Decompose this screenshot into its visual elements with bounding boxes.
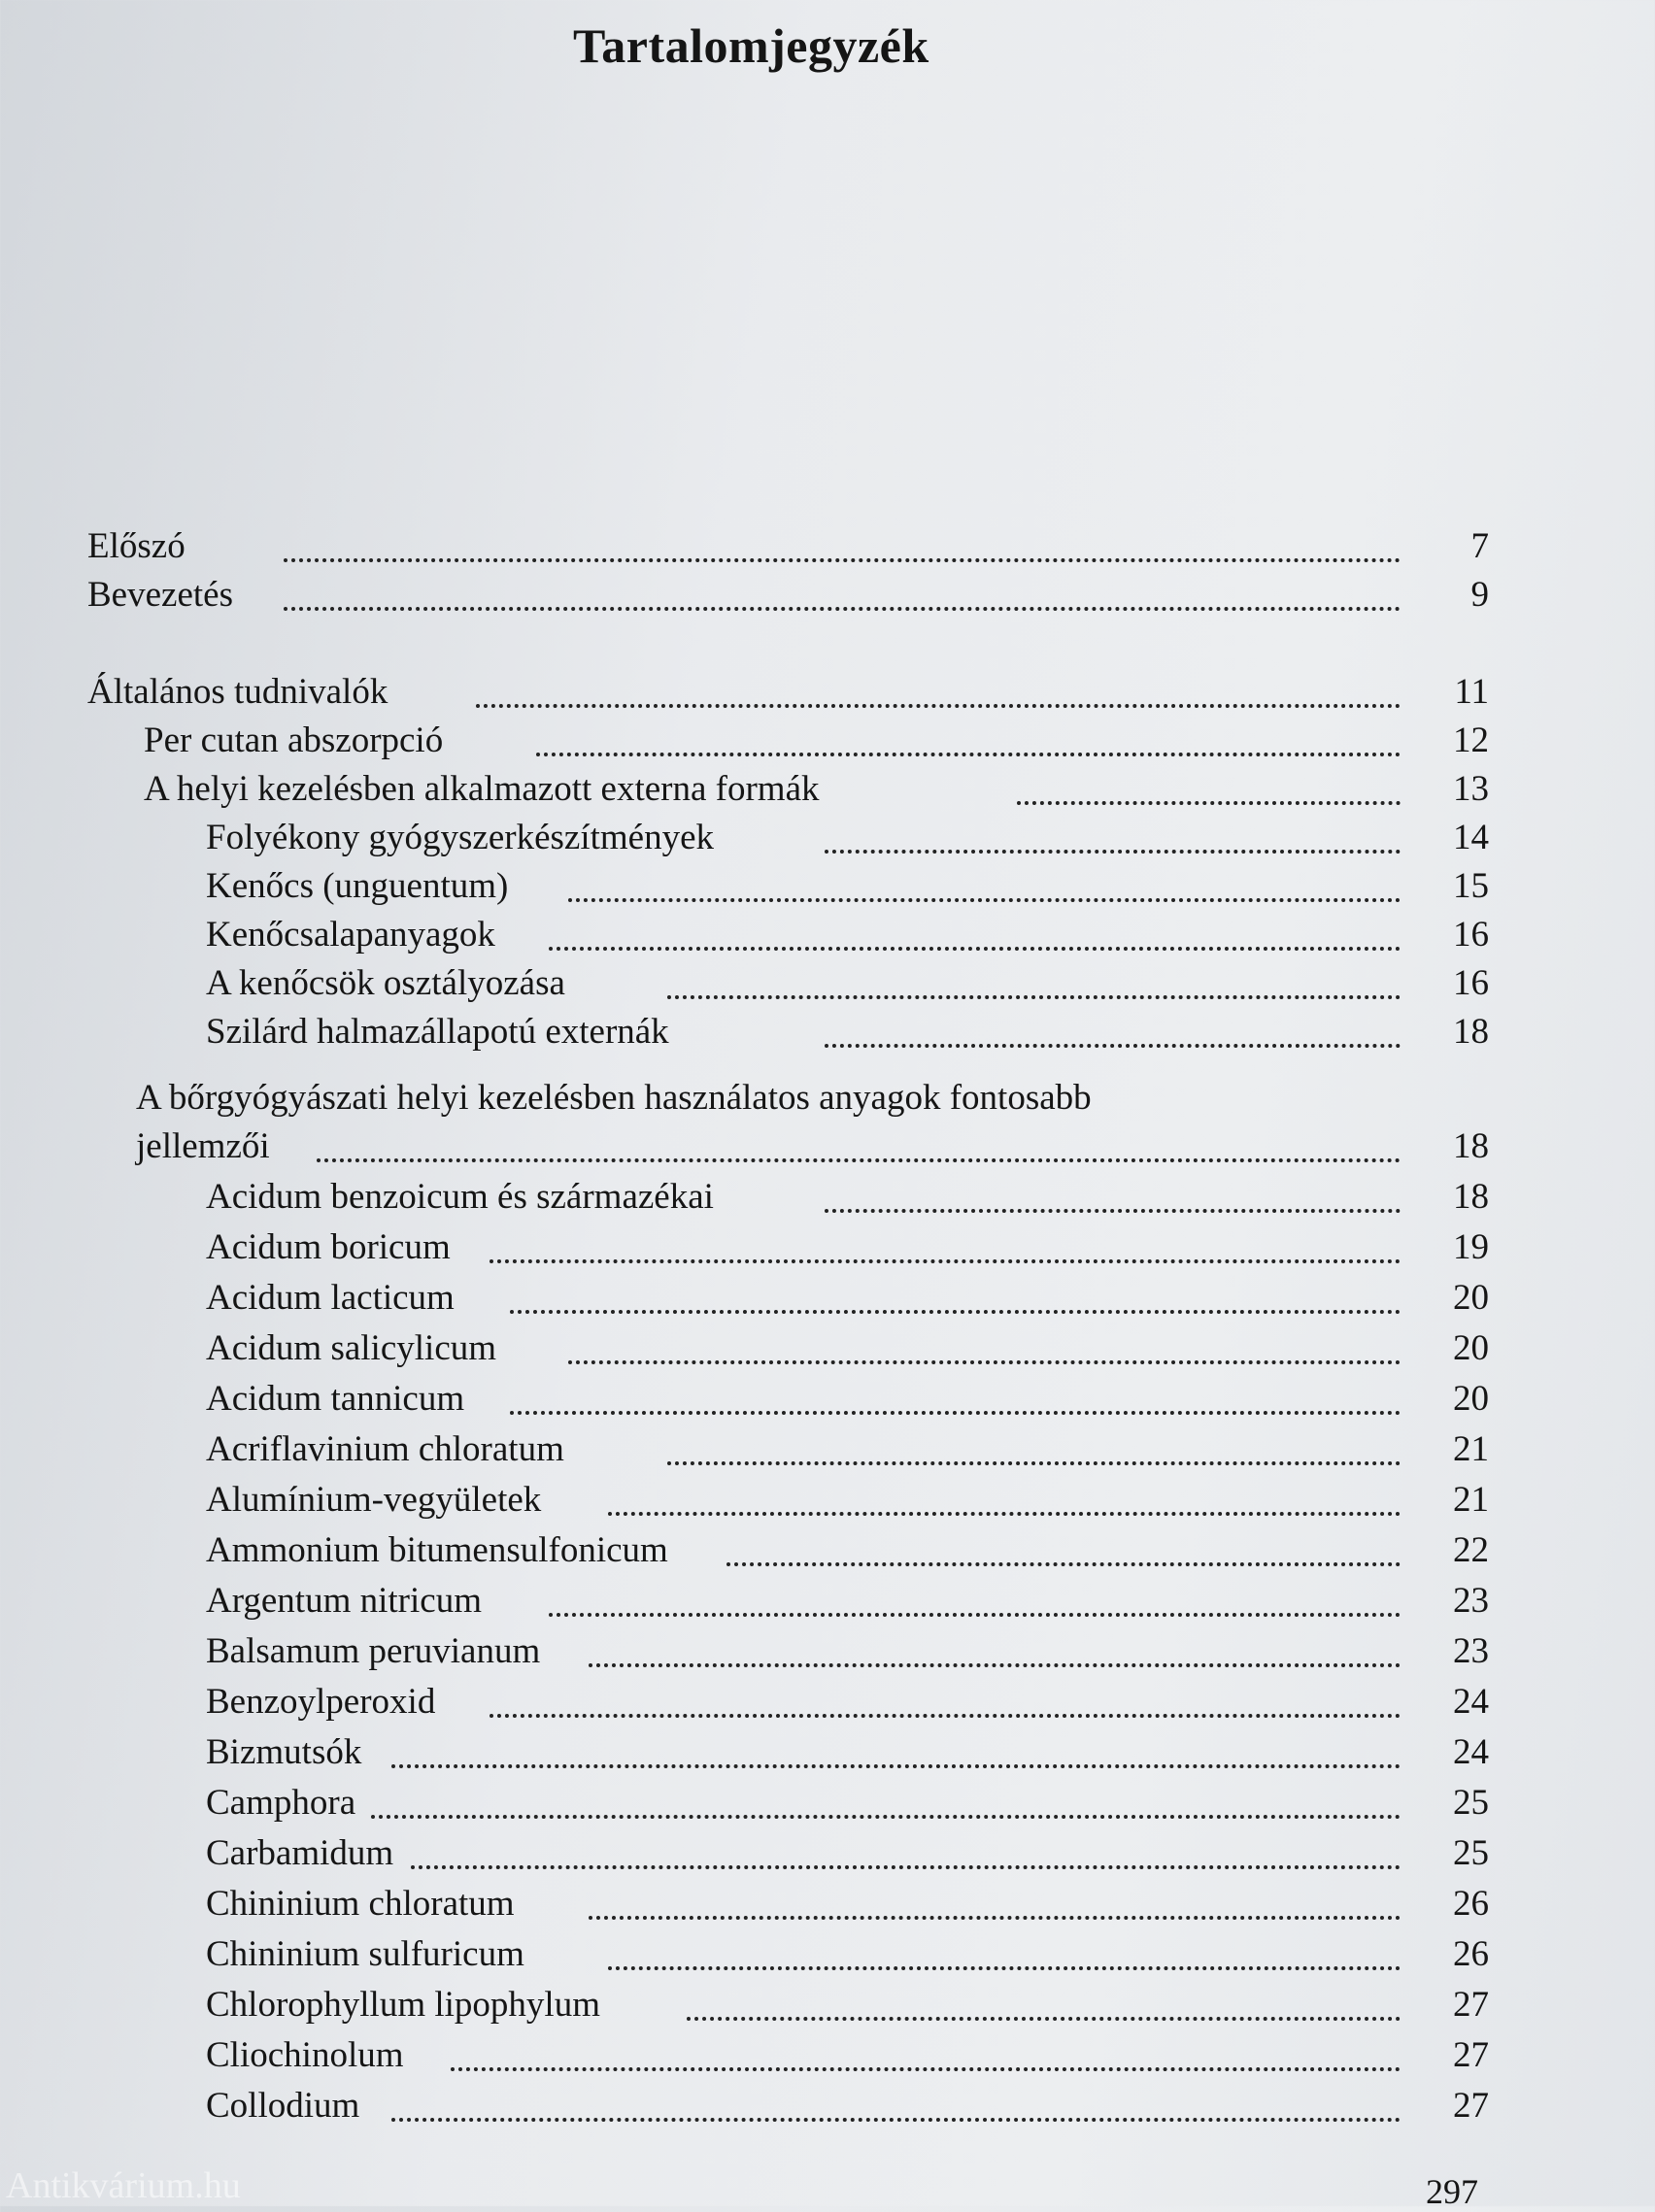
dot-leader <box>667 995 1401 999</box>
toc-entry-page: 23 <box>1453 1631 1489 1671</box>
toc-entry <box>0 1120 1655 1168</box>
toc-entry-page: 14 <box>1453 818 1489 857</box>
toc-entry-page: 19 <box>1453 1227 1489 1267</box>
toc-entry <box>0 1877 1655 1926</box>
toc-entry-label: A helyi kezelésben alkalmazott externa formák <box>144 769 820 809</box>
dot-leader <box>476 704 1401 708</box>
dot-leader <box>536 753 1401 756</box>
toc-entry-label: Balsamum peruvianum <box>206 1631 541 1671</box>
toc-entry-page: 7 <box>1470 526 1489 566</box>
toc-entry <box>0 714 1655 762</box>
toc-entry <box>0 908 1655 956</box>
dot-leader <box>589 1916 1401 1920</box>
dot-leader <box>568 1360 1401 1364</box>
toc-entry-label: Előszó <box>87 526 186 566</box>
toc-entry-page: 13 <box>1453 769 1489 809</box>
toc-entry <box>0 665 1655 714</box>
toc-entry <box>0 1524 1655 1572</box>
toc-entry <box>0 1221 1655 1269</box>
toc-entry <box>0 2028 1655 2077</box>
toc-entry <box>0 568 1655 617</box>
toc-entry <box>0 956 1655 1005</box>
toc-entry-page: 16 <box>1453 963 1489 1003</box>
toc-entry-page: 21 <box>1453 1429 1489 1469</box>
toc-entry-page: 26 <box>1453 1884 1489 1924</box>
toc-entry <box>0 1170 1655 1219</box>
toc-entry-label: Szilárd halmazállapotú externák <box>206 1012 669 1052</box>
dot-leader <box>667 1461 1401 1465</box>
toc-entry-page: 26 <box>1453 1934 1489 1974</box>
toc-entry-label: Argentum nitricum <box>206 1581 482 1621</box>
toc-entry-label: Kenőcsalapanyagok <box>206 915 495 955</box>
toc-entry-label: jellemzői <box>136 1126 270 1166</box>
toc-entry-label: Folyékony gyógyszerkészítmények <box>206 818 715 857</box>
toc-entry <box>0 1071 1655 1120</box>
dot-leader <box>687 2017 1401 2021</box>
toc-entry <box>0 1473 1655 1522</box>
toc-entry-page: 20 <box>1453 1328 1489 1368</box>
toc-entry-page: 18 <box>1453 1012 1489 1052</box>
toc-entry-label: Carbamidum <box>206 1833 394 1873</box>
toc-entry <box>0 1574 1655 1623</box>
toc-entry <box>0 811 1655 859</box>
dot-leader <box>825 1209 1401 1213</box>
toc-entry-label: Chininium chloratum <box>206 1884 515 1924</box>
dot-leader <box>451 2067 1401 2071</box>
toc-entry-label: Kenőcs (unguentum) <box>206 866 509 906</box>
toc-entry-page: 18 <box>1453 1126 1489 1166</box>
toc-entry-page: 16 <box>1453 915 1489 955</box>
dot-leader <box>317 1158 1401 1162</box>
dot-leader <box>284 607 1401 611</box>
dot-leader <box>549 1613 1401 1617</box>
dot-leader <box>608 1966 1401 1970</box>
dot-leader <box>391 2118 1401 2122</box>
toc-entry <box>0 1322 1655 1370</box>
dot-leader <box>1017 801 1401 805</box>
watermark: Antikvárium.hu <box>6 2165 241 2206</box>
toc-entry <box>0 2079 1655 2128</box>
toc-entry-page: 23 <box>1453 1581 1489 1621</box>
toc-entry-label: Cliochinolum <box>206 2035 404 2075</box>
toc-entry <box>0 1625 1655 1673</box>
toc-entry-page: 20 <box>1453 1379 1489 1419</box>
toc-entry-label: Camphora <box>206 1783 356 1823</box>
dot-leader <box>510 1411 1402 1415</box>
dot-leader <box>825 850 1401 854</box>
dot-leader <box>825 1044 1401 1048</box>
page-title: Tartalomjegyzék <box>573 18 929 73</box>
toc-entry-page: 9 <box>1470 575 1489 615</box>
toc-entry-label: Általános tudnivalók <box>87 672 388 712</box>
toc-entry-label: Acidum benzoicum és származékai <box>206 1177 714 1217</box>
toc-entry-page: 21 <box>1453 1480 1489 1520</box>
toc-entry-page: 22 <box>1453 1530 1489 1570</box>
page-number: 297 <box>1426 2172 1478 2211</box>
dot-leader <box>608 1512 1401 1516</box>
toc-entry-label: Acriflavinium chloratum <box>206 1429 564 1469</box>
toc-entry-label: Acidum boricum <box>206 1227 451 1267</box>
toc-entry <box>0 859 1655 908</box>
toc-entry <box>0 1423 1655 1471</box>
toc-entry <box>0 1927 1655 1976</box>
toc-entry <box>0 1726 1655 1774</box>
toc-entry-label: Chlorophyllum lipophylum <box>206 1985 600 2025</box>
dot-leader <box>391 1764 1401 1768</box>
toc-entry <box>0 1776 1655 1825</box>
toc-entry-page: 27 <box>1453 2035 1489 2075</box>
toc-entry-label: Ammonium bitumensulfonicum <box>206 1530 668 1570</box>
toc-entry-label: A kenőcsök osztályozása <box>206 963 565 1003</box>
toc-entry-page: 11 <box>1454 672 1489 712</box>
dot-leader <box>490 1259 1401 1263</box>
toc-entry-label: Acidum salicylicum <box>206 1328 497 1368</box>
toc-entry <box>0 1827 1655 1875</box>
toc-entry <box>0 762 1655 811</box>
dot-leader <box>411 1865 1401 1869</box>
toc-entry-page: 18 <box>1453 1177 1489 1217</box>
dot-leader <box>284 558 1401 562</box>
toc-entry-page: 15 <box>1453 866 1489 906</box>
dot-leader <box>510 1310 1402 1314</box>
toc-entry-page: 20 <box>1453 1278 1489 1318</box>
toc-entry-label: Acidum lacticum <box>206 1278 455 1318</box>
toc-entry-label: Bevezetés <box>87 575 233 615</box>
dot-leader <box>568 898 1401 902</box>
toc-entry-page: 27 <box>1453 2086 1489 2126</box>
toc-entry-page: 24 <box>1453 1732 1489 1772</box>
toc-entry-page: 25 <box>1453 1783 1489 1823</box>
toc-entry-label: A bőrgyógyászati helyi kezelésben használatos anyagok fontosabb <box>136 1078 1092 1118</box>
toc-entry-page: 25 <box>1453 1833 1489 1873</box>
toc-entry-label: Chininium sulfuricum <box>206 1934 524 1974</box>
toc-entry-label: Benzoylperoxid <box>206 1682 436 1722</box>
toc-entry-page: 12 <box>1453 721 1489 760</box>
toc-entry <box>0 1675 1655 1724</box>
dot-leader <box>726 1562 1401 1566</box>
toc-entry-page: 24 <box>1453 1682 1489 1722</box>
toc-entry <box>0 1005 1655 1054</box>
toc-entry-label: Acidum tannicum <box>206 1379 465 1419</box>
toc-entry <box>0 519 1655 568</box>
dot-leader <box>490 1714 1401 1718</box>
dot-leader <box>589 1663 1401 1667</box>
toc-entry <box>0 1978 1655 2027</box>
toc-entry-label: Per cutan abszorpció <box>144 721 444 760</box>
toc-entry <box>0 1271 1655 1320</box>
toc-entry-label: Bizmutsók <box>206 1732 362 1772</box>
toc-entry <box>0 1372 1655 1421</box>
dot-leader <box>549 947 1401 951</box>
toc-entry-page: 27 <box>1453 1985 1489 2025</box>
toc-entry-label: Collodium <box>206 2086 360 2126</box>
toc-entry-label: Alumínium-vegyületek <box>206 1480 542 1520</box>
dot-leader <box>371 1815 1401 1819</box>
